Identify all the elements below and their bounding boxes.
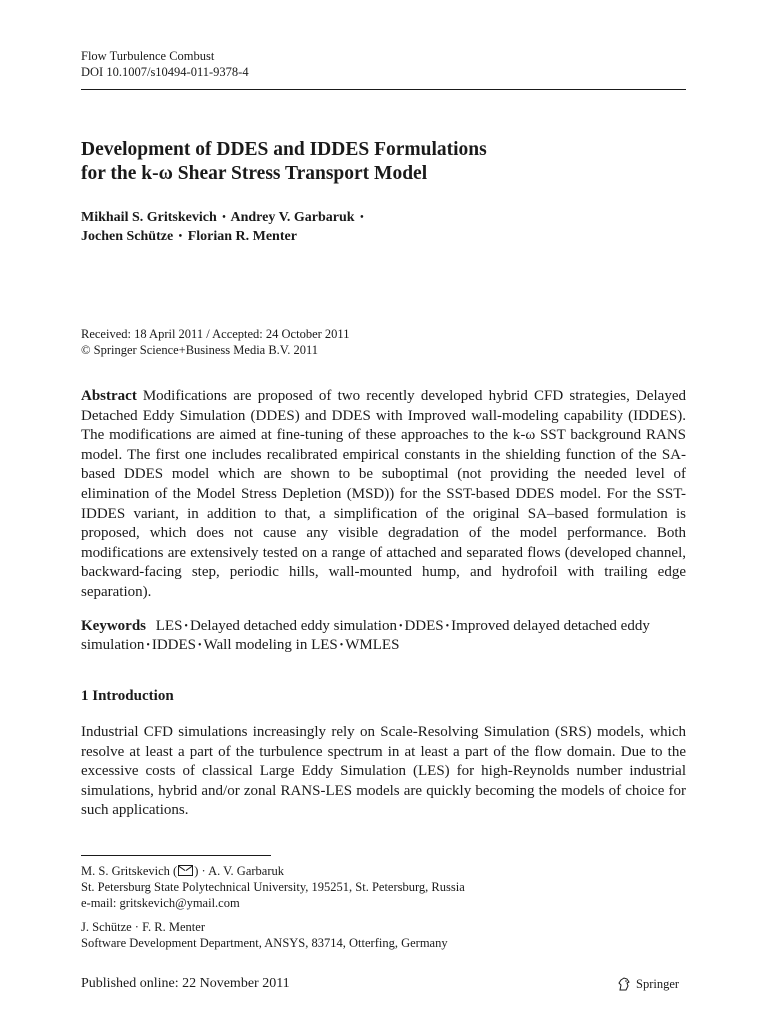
springer-label: Springer	[636, 976, 680, 991]
author-2: Andrey V. Garbaruk	[230, 210, 355, 225]
footnote-authors-1: M. S. Gritskevich ( ) · A. V. Garbaruk	[81, 864, 284, 878]
paper-title	[81, 138, 686, 186]
author-separator: •	[360, 212, 364, 223]
introduction-text: Industrial CFD simulations increasingly rely on Scale-Resolving Simulation (SRS) models, which resolve at least a part of the turbulence spectrum in at least a part of the flow domain. Due to the excessive costs of classical Large Eddy Simulation (LES) for high-Reynolds number industrial simulations, hybrid and/or zonal RANS-LES models are quickly becoming the models of choice for such applications.	[81, 724, 686, 819]
envelope-icon	[178, 865, 193, 876]
author-4: Florian R. Menter	[187, 229, 297, 244]
doi: DOI 10.1007/s10494-011-9378-4	[81, 65, 249, 79]
published-date: Published online: 22 November 2011	[81, 976, 290, 991]
journal-name: Flow Turbulence Combust	[81, 49, 215, 63]
author-separator: •	[178, 231, 183, 242]
springer-logo	[616, 976, 679, 992]
received-accepted: Received: 18 April 2011 / Accepted: 24 October 2011	[81, 327, 350, 341]
footnote-rule	[81, 855, 271, 856]
author-list	[81, 208, 686, 246]
section-heading: 1 Introduction	[81, 688, 174, 704]
author-3: Jochen Schütze	[81, 229, 174, 244]
keywords-label: Keywords	[81, 618, 146, 634]
footnote-authors-2: J. Schütze · F. R. Menter	[81, 920, 205, 934]
author-separator: •	[222, 212, 226, 223]
keyword: LES	[155, 618, 183, 634]
header-rule	[81, 89, 686, 90]
dates-block	[81, 326, 349, 358]
keyword: DDES	[404, 618, 444, 634]
keyword: Delayed detached eddy simulation	[189, 618, 397, 634]
keyword: Wall modeling in LES	[203, 637, 338, 653]
abstract-text: Modifications are proposed of two recently developed hybrid CFD strategies, Delayed Detached Eddy Simulation (DDES) and DDES with Improved wall-modeling capability (IDDES). The modifications are aimed at fine-tuning of these approaches to the k-ω SST background RANS model. The first one includes recalibrated empirical constants in the shielding function of the SA-based DDES model which are shown to be suboptimal (not providing the needed level of elimination of the Model Stress Depletion (MSD)) for the SST-based DDES model. For the SST-IDDES variant, in addition to that, a simplification of the original SA–based formulation is proposed, which does not cause any visible degradation of the model performance. Both modifications are extensively tested on a range of attached and separated flows (developed channel, backward-facing step, periodic hills, wall-mounted hump, and hydrofoil with trailing edge separation).	[81, 388, 686, 600]
copyright: © Springer Science+Business Media B.V. 2011	[81, 343, 319, 357]
footnote-affiliation-1: St. Petersburg State Polytechnical University, 195251, St. Petersburg, Russia	[81, 880, 465, 894]
abstract	[81, 387, 686, 603]
author-1: Mikhail S. Gritskevich	[81, 210, 217, 225]
footnote-email: e-mail: gritskevich@ymail.com	[81, 896, 240, 910]
keywords: Keywords LES • Delayed detached eddy simulation • DDES • Improved delayed detached eddy simulation • IDDES • Wall modeling in LES • WMLES	[81, 618, 650, 653]
footnote-affiliation-2: Software Development Department, ANSYS, 83714, Otterfing, Germany	[81, 936, 448, 950]
keyword: WMLES	[345, 637, 400, 653]
abstract-label: Abstract	[81, 388, 137, 404]
keyword: Improved delayed detached eddy simulation	[81, 618, 650, 653]
title-line-2: for the k-ω Shear Stress Transport Model	[81, 163, 428, 184]
title-line-1: Development of DDES and IDDES Formulations	[81, 139, 487, 160]
keyword: IDDES	[151, 637, 197, 653]
springer-horse-icon	[616, 976, 632, 992]
